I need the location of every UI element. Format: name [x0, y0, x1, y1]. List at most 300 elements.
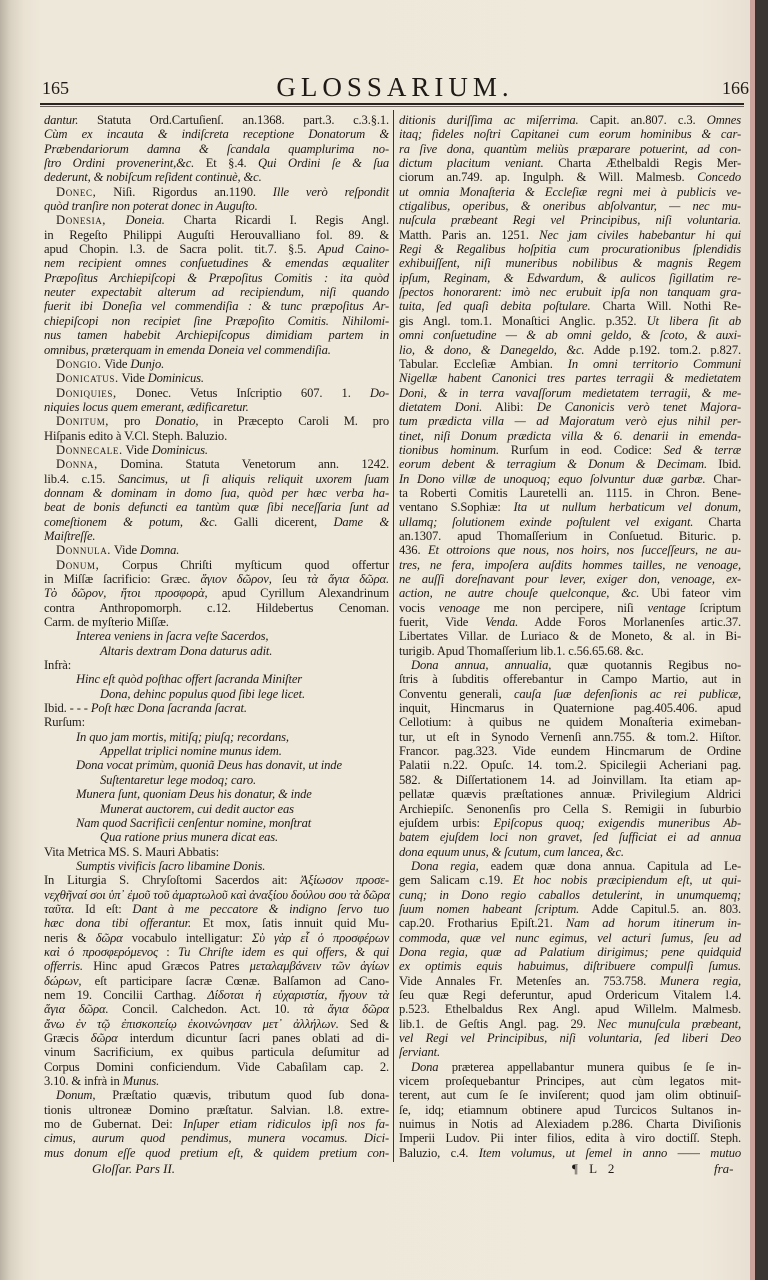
text: eſt participare ſacræ Cœnæ. Balſamon ad Cano- — [81, 973, 389, 988]
italic-text: dederunt, & nobiſcum reſident continuè, &c. — [44, 170, 262, 185]
text-line — [44, 414, 389, 428]
text-line — [44, 127, 389, 141]
text: in Miſſæ ſacrificio: Græc. — [44, 572, 201, 586]
italic-text: ἅγιον δῶρον, — [200, 572, 272, 586]
text: tur, ut eſt in Synodo Vernenſi ann.755. & tom.2. Hiſtor. — [399, 729, 741, 744]
italic-text: μεταλαμβάνειν τῶν ἁγίων — [249, 959, 389, 974]
text-line — [399, 830, 741, 844]
italic-text: Apud Caino- — [317, 242, 389, 257]
italic-text: ipſum, Reginam, & Edwardum, & aulicos ſigillatim re- — [399, 270, 741, 285]
text-line — [44, 142, 389, 156]
italic-text: ſpectos honorarent: imò nec erubuit ipſa non tanquam gra- — [399, 285, 741, 300]
text-line — [399, 902, 741, 916]
italic-text: ταῦτα. — [44, 901, 75, 916]
italic-text: Nam quod Sacrificii cenſentur nomine, monſtrat — [76, 815, 312, 830]
text: præterea appellabantur munera quibus ſe ſe in- — [438, 1059, 741, 1074]
text: an.1307. apud Thomaſſerium in Conſuetud. Bituric. p. — [399, 528, 741, 543]
text-line — [44, 558, 389, 572]
italic-text: commoda, quæ vel nunc egimus, vel acturi ſumus, ſeu ad — [399, 930, 741, 945]
text: Capit. an.807. c.3. — [578, 113, 707, 127]
italic-text: Munerat auctorem, cui dedit auctor eas — [100, 801, 294, 816]
text-line — [399, 357, 741, 371]
italic-text: tinet, niſi Donum prædicta villa & 6. denarii in emenda- — [399, 428, 741, 443]
text-line — [399, 529, 741, 543]
text-line — [44, 1060, 389, 1074]
text: Sed & — [338, 1016, 389, 1031]
text: Concil. Calchedon. Act. 10. — [108, 1002, 304, 1017]
text: neris & — [44, 930, 96, 945]
text-line — [399, 256, 741, 270]
italic-text: tres, ne fera, impoſera auſdits hommes tailles, ne venoage, — [399, 557, 741, 572]
text-line — [399, 758, 741, 772]
text: nuimus in Notis ad Alexiadem p.286. Charta Diviſionis — [399, 1117, 741, 1132]
signature-left: Gloſſar. Pars II. — [92, 1161, 176, 1176]
italic-text: Dame & — [333, 514, 390, 529]
text-line — [399, 558, 741, 572]
headword: Donna, — [56, 457, 98, 472]
text-line — [44, 715, 389, 729]
italic-text: Inſuper etiam ridiculos ipſi nos fa- — [183, 1117, 389, 1132]
italic-text: Qui Ordini ſe & ſua — [258, 156, 390, 171]
italic-text: Doni, & in terra vavaſſorum medietatem terragii, & me- — [399, 385, 741, 400]
text-line — [399, 859, 741, 873]
text: ſcriptum — [685, 600, 741, 615]
text: 436. — [399, 543, 428, 558]
text-line — [399, 213, 741, 227]
italic-text: beat de bonis defuncti ea tantùm quæ ſibi neceſſaria ſunt ad — [44, 500, 389, 515]
italic-text: Venda. — [485, 615, 519, 630]
italic-text: nuſcula præbeant Regi vel Principibus, niſi voluntaria. — [399, 213, 741, 228]
text: Vide — [122, 442, 152, 457]
italic-text: cunq; in Dono regio caballos detulerint, in unumquemq; — [399, 887, 741, 902]
text-line — [399, 687, 741, 701]
text: Ibid. - - - — [44, 701, 91, 716]
text: terent, aut cum ſe ſe inviſerent; quod jam olim obtinuiſ- — [399, 1088, 741, 1103]
italic-text: καὶ ὁ προσφερόμενος — [44, 944, 158, 959]
italic-text: Altaris dextram Dona daturus adit. — [100, 643, 273, 658]
text-line — [44, 859, 389, 873]
italic-text: Dona regia, — [411, 858, 479, 873]
text-line — [44, 888, 389, 902]
italic-text: neuter expectabit alterum ad recipiendum, niſi quando — [44, 285, 389, 300]
italic-text: Dona regia, quæ ad Palatium dirigimus; pene quidquid — [399, 944, 741, 959]
text: interdum dicuntur ſacri panes oblati ad di- — [117, 1031, 390, 1045]
italic-text: quòd tranſire non poterat donec in Auguſto. — [44, 199, 258, 214]
text-line — [399, 845, 741, 859]
text: ciorum an.749. ap. Ingulph. & Will. Malmesb. — [399, 170, 698, 185]
italic-text: δώρων, — [44, 973, 82, 988]
italic-text: cauſa ſuæ defenſionis ac rei publicæ, — [513, 686, 742, 701]
text-line — [399, 414, 741, 428]
italic-text: Τὸ δῶρον, ἤτοι προσφορὰ, — [44, 586, 208, 601]
text: pellatæ quævis præſtationes annuæ. Privilegium Aldrici — [399, 787, 741, 802]
italic-text: ullamq; ſolutionem exinde poſtulent vel exigant. — [399, 514, 694, 529]
text-line — [44, 472, 389, 486]
italic-text: itaq; fideles noſtri Capitanei cum eorum hominibus & car- — [399, 127, 741, 142]
italic-text: eorum debent & terragium & Donum & Decimam. — [399, 457, 707, 472]
text-line — [44, 873, 389, 887]
italic-text: Nec jam civiles habebantur hi qui — [539, 227, 741, 242]
text: Adde p.192. tom.2. p.827. — [584, 342, 741, 357]
headword: Doniquies, — [56, 385, 117, 400]
text: vocis — [399, 600, 439, 615]
text: ſe, idq; etiamnum obtinere apud Turcicos Sultanos in- — [399, 1102, 741, 1117]
text-line — [399, 242, 741, 256]
text-line — [44, 1002, 389, 1016]
text-line — [399, 873, 741, 887]
italic-text: ut omnia Monaſteria & Eccleſiæ regni mei à publicis ve- — [399, 184, 741, 199]
italic-text: offerris. — [44, 959, 83, 974]
text-line — [44, 328, 389, 342]
text-line — [44, 945, 389, 959]
text-line — [399, 1088, 741, 1102]
text: mo de Gubernat. Dei: — [44, 1117, 184, 1132]
text: Baluzio, c.4. — [399, 1145, 479, 1160]
text-line — [399, 486, 741, 500]
text: Hinc apud Græcos Patres — [82, 959, 250, 974]
text: Vide — [101, 356, 131, 371]
text: inquit, Hincmarus in Quaternione pag.405.406. apud — [399, 701, 741, 716]
italic-text: donnam & dominam in domo ſua, quòd per hæc verba ha- — [44, 485, 389, 500]
italic-text: venoage — [438, 600, 480, 615]
text: ſeu — [271, 572, 307, 586]
text-line — [44, 170, 389, 184]
italic-text: fuerit ibi Doneſia vel commendiſia : & tunc præpoſitus Ar- — [44, 299, 389, 314]
text-line — [399, 1117, 741, 1131]
italic-text: In omni territorio Communi — [567, 356, 741, 371]
text: Cellotium: à quibus ne quidem Monaſteria eximeban- — [399, 715, 741, 730]
text: Corpus Chriſti myſticum quod offertur — [99, 557, 389, 572]
text-line — [44, 113, 389, 127]
text: Id eſt: — [74, 901, 133, 916]
text-line — [44, 802, 389, 816]
text-line — [44, 1103, 389, 1117]
text: 582. & Diſſertationem 14. ad Joinvillam. Ita etiam ap- — [399, 772, 741, 787]
italic-text: Dant à me peccatore & indigno ſervo tuo — [132, 901, 389, 916]
text: Corpus Domini conficiendum. Vide Cabaſilam cap. 2. — [44, 1059, 389, 1074]
italic-text: ἄνω ἐν τῷ ἐπισκοπείῳ ἐκοινώνησαν μετ᾿ ἀλλήλων. — [44, 1016, 339, 1031]
italic-text: Sancimus, ut ſi aliquis reliquit uxorem ſuam — [117, 471, 389, 486]
text-line — [44, 371, 389, 385]
italic-text: δῶρα — [95, 930, 123, 945]
text-line — [399, 672, 741, 686]
italic-text: Doneia. — [125, 213, 165, 228]
text: Conventu generali, — [399, 686, 514, 701]
italic-text: cimus, aurum quod pendimus, munera vocamus. Dici- — [44, 1131, 389, 1146]
text-line — [399, 515, 741, 529]
italic-text: Σὺ γὰρ εἶ ὁ προσφέρων — [251, 930, 390, 945]
text-line — [399, 343, 741, 357]
text-line — [44, 830, 389, 844]
text: Vide — [118, 371, 148, 386]
italic-text: vel Regi vel Principibus, niſi voluntaria, ſed liberi Deo — [399, 1031, 741, 1045]
italic-text: Hinc eſt quòd poſthac offert ſacranda Miniſter — [76, 672, 303, 687]
text-line — [44, 644, 389, 658]
italic-text: Suſtentaretur lege modoq; caro. — [100, 772, 257, 787]
text-line — [399, 199, 741, 213]
text: gem Salicam c.19. — [399, 873, 513, 888]
text-line — [399, 328, 741, 342]
text-line — [44, 213, 389, 227]
text-line — [399, 113, 741, 127]
text-line — [399, 701, 741, 715]
text-line — [44, 701, 389, 715]
headword: Donec, — [56, 184, 97, 199]
text: Infrà: — [44, 658, 72, 673]
italic-text: In quo jam mortis, mitiſq; piuſq; recordans, — [76, 729, 289, 744]
italic-text: De Canonicis verò tenet Majora- — [536, 399, 741, 414]
text-line — [44, 242, 389, 256]
text-line — [399, 285, 741, 299]
text-line — [44, 586, 389, 600]
italic-text: ditionis duriſſima ac miſerrima. — [399, 113, 579, 127]
text-line — [399, 1131, 741, 1145]
text: In Liturgia S. Chryſoſtomi Sacerdos ait: — [44, 873, 301, 888]
italic-text: mus donum eſſe quod pretium eſt, & quidem pretium con- — [44, 1145, 389, 1160]
italic-text: Et hoc nobis præcipiendum eſt, ut qui- — [512, 873, 742, 888]
text: vinum Sacrificium, ex quibus particula deſumitur ad — [44, 1045, 389, 1060]
text: cap.20. Frotharius Epiſt.21. — [399, 916, 566, 931]
italic-text: Munera regia, — [659, 973, 741, 988]
text-line — [44, 974, 389, 988]
header-rule-thin — [40, 106, 744, 107]
text: Charta Will. Nothi Re- — [590, 299, 741, 314]
text-line — [399, 142, 741, 156]
italic-text: Do- — [369, 385, 389, 400]
text-line — [399, 472, 741, 486]
text-line — [399, 1074, 741, 1088]
left-column — [44, 113, 389, 1160]
italic-text: Dominicus. — [151, 442, 208, 457]
text-line — [399, 371, 741, 385]
text-line — [44, 687, 389, 701]
italic-text: Munera ſunt, quoniam Deus his donatur, & inde — [76, 787, 312, 802]
text: lib.1. de Geſtis Angl. pag. 29. — [399, 1016, 598, 1031]
text-line — [44, 758, 389, 772]
text: Galli dicerent, — [217, 514, 334, 529]
text-line — [44, 156, 389, 170]
text-line — [399, 443, 741, 457]
text: pro — [109, 414, 156, 429]
text-line — [399, 1045, 741, 1059]
italic-text: Donatio, — [155, 414, 199, 429]
text: Niſi. Rigordus an.1190. — [96, 184, 273, 199]
text: contra Anthropomorph. c.12. Hildebertus Cenoman. — [44, 600, 389, 615]
text: Vita Metrica MS. S. Mauri Abbatis: — [44, 844, 219, 859]
headword: Donnecale. — [56, 442, 123, 457]
text: Rurſum in eod. Codice: — [498, 442, 664, 457]
text-line — [44, 486, 389, 500]
text: Tabular. Eccleſiæ Ambian. — [399, 356, 568, 371]
italic-text: dantur. — [44, 113, 79, 127]
text-line — [399, 299, 741, 313]
italic-text: lio, & dono, & Danegeldo, &c. — [399, 342, 585, 357]
italic-text: νεχθῆναί σοι ὑπ᾿ ἐμοῦ τοῦ ἁμαρτωλοῦ καὶ ἀναξίου δούλου σου τὰ δῶρα — [44, 887, 390, 902]
text: me non percipere, niſi — [479, 600, 648, 615]
text: p.523. Ethelbaldus Rex Angl. apud Willelm. Malmesb. — [399, 1002, 741, 1017]
text-line — [44, 429, 389, 443]
text-line — [44, 543, 389, 557]
text-line — [44, 730, 389, 744]
text: apud Chopin. l.3. de Sacra polit. tit.7. §.5. — [44, 242, 318, 257]
text: Francor. pag.323. Vide eundem Hincmarum de Ordine — [399, 744, 741, 759]
text: ejuſdem urbis: — [399, 815, 494, 830]
text: Charta — [693, 514, 741, 529]
text-line — [44, 457, 389, 471]
text-line — [44, 228, 389, 242]
text-line — [399, 170, 741, 184]
text-line — [44, 1146, 389, 1160]
text-line — [44, 902, 389, 916]
text-line — [44, 343, 389, 357]
italic-text: dictum placitum veniant. — [399, 156, 544, 171]
text: Vide Annales Fr. Metenſes an. 753.758. — [399, 973, 660, 988]
text-line — [399, 715, 741, 729]
italic-text: Omnes — [706, 113, 741, 127]
text: Carm. de myſterio Miſſæ. — [44, 615, 169, 630]
text: Et §.4. — [194, 156, 259, 171]
text-line — [399, 228, 741, 242]
text-line — [399, 386, 741, 400]
text: ſtris à ſubditis offerebantur in Campo Martio, aut in — [399, 672, 741, 687]
text: Hiſpanis edito à V.Cl. Steph. Baluzio. — [44, 428, 228, 443]
text: in Regeſto Philippi Auguſti Herouvalliano fol. 89. & — [44, 227, 389, 242]
italic-text: τὰ ἅγια δῶρα. — [306, 572, 389, 586]
text-line — [399, 730, 741, 744]
italic-text: tionibus hominum. — [399, 442, 499, 457]
italic-text: Ἀξίωσον προσε- — [300, 873, 389, 888]
text: quæ quotannis Regibus no- — [551, 658, 741, 673]
italic-text: Munus. — [122, 1074, 160, 1089]
text-line — [399, 931, 741, 945]
text: Statuta Ord.Cartuſienſ. an.1368. part.3. c.3.§.1. — [78, 113, 389, 127]
italic-text: Sed & terræ — [663, 442, 741, 457]
italic-text: Dona — [411, 1059, 439, 1074]
italic-text: exhibuiſſent, niſi muneribus nobilibus & magnis Regem — [399, 256, 741, 271]
text-line — [44, 256, 389, 270]
left-page-number: 165 — [42, 78, 69, 98]
text-line — [44, 1074, 389, 1088]
text: ta Roberti Comitis Lauretelli an. 1115. in Chron. Bene- — [399, 485, 741, 500]
text-line — [399, 974, 741, 988]
text-line — [399, 500, 741, 514]
headword: Donitum, — [56, 414, 110, 429]
italic-text: Interea veniens in ſacra veſte Sacerdos, — [76, 629, 269, 644]
text-line — [399, 271, 741, 285]
italic-text: Regi & Regalibus hoſpitia cum procurationibus ſplendidis — [399, 242, 741, 257]
headword: Donnula. — [56, 543, 112, 558]
text-line — [44, 959, 389, 973]
text-line — [44, 672, 389, 686]
italic-text: Nec munuſcula præbeant, — [597, 1016, 741, 1031]
text-line — [399, 1103, 741, 1117]
header-rule — [40, 103, 744, 105]
signature-mark: ¶ L 2 — [572, 1161, 619, 1176]
text: Domina. Statuta Venetorum ann. 1242. — [97, 457, 389, 472]
text: Imperii Ludov. Pii inter filios, edita à viro doctiſſ. Steph. — [399, 1131, 741, 1146]
italic-text: Cùm ex incauta & indiſcreta receptione Donatorum & — [44, 127, 389, 142]
italic-text: Maiſtreſſe. — [44, 528, 96, 543]
italic-text: Dona annua, annualia, — [411, 658, 552, 673]
italic-text: tum prædicta villa — ad Majoratum verò ejus nihil per- — [399, 414, 741, 429]
text-line — [399, 916, 741, 930]
text-line — [399, 744, 741, 758]
text-line — [44, 658, 389, 672]
text-line — [399, 615, 741, 629]
text-line — [44, 500, 389, 514]
italic-text: Ut libera ſit ab — [646, 313, 742, 328]
text-line — [44, 787, 389, 801]
text: ſeu quæ Regi deferuntur, apud Ordericum Vitalem l.4. — [399, 987, 741, 1002]
italic-text: Epiſcopus quoq; exigendis muneribus Ab- — [493, 815, 741, 830]
text-line — [44, 1017, 389, 1031]
italic-text: Poſt hæc Dona ſacranda ſacrat. — [90, 701, 247, 716]
text-line — [399, 127, 741, 141]
text-line — [399, 1146, 741, 1160]
text-line — [399, 658, 741, 672]
italic-text: batem ejuſdem loci non gravet, ſed ſufficiat ei ad annua — [399, 830, 741, 845]
text-line — [399, 586, 741, 600]
text-line — [44, 916, 389, 930]
text-line — [399, 314, 741, 328]
text: tionis ultroneæ Domino præſtatur. Salvian. l.8. extre- — [44, 1102, 389, 1117]
text-line — [399, 629, 741, 643]
italic-text: dietatem Doni. — [399, 399, 483, 414]
text-line — [44, 1045, 389, 1059]
text-line — [44, 185, 389, 199]
italic-text: Sumptis vivificis ſacro libamine Donis. — [76, 858, 266, 873]
text: ventano S.Sophiæ: — [399, 500, 514, 515]
italic-text: ſtro Ordini provenerint,&c. — [44, 156, 195, 171]
headword: Donum, — [56, 557, 100, 572]
text-line — [399, 601, 741, 615]
text-line — [399, 400, 741, 414]
text-line — [44, 931, 389, 945]
text: gis Angl. tom.1. Monaſtici Anglic. p.352. — [399, 313, 647, 328]
text: Palatii n.22. Opuſc. 14. tom.2. Spicilegii Acheriani pag. — [399, 758, 741, 773]
italic-text: ſerviant. — [399, 1045, 440, 1060]
text-line — [399, 185, 741, 199]
italic-text: ſuum nomen habeant ſcriptum. — [399, 901, 580, 916]
text: turigib. Apud Thomaſſerium lib.1. c.56.65.68. &c. — [399, 643, 644, 658]
italic-text: Dominicus. — [147, 371, 204, 386]
italic-text: Dona vocat primùm, quoniã Deus has donavit, ut inde — [76, 758, 342, 773]
italic-text: Dunjo. — [130, 356, 165, 371]
text-line — [399, 988, 741, 1002]
text: Adde Foros Morlanenſes artic.37. — [518, 615, 741, 630]
text-line — [44, 271, 389, 285]
text: Præſtatio quævis, tributum quod ſub dona- — [95, 1088, 389, 1103]
text-line — [399, 945, 741, 959]
italic-text: Ita ut nullum herbaticum vel donum, — [513, 500, 741, 515]
italic-text: nem recipient omnes conſuetudines & emendas æqualiter — [44, 256, 389, 271]
italic-text: nus tamen habebit Archiepiſcopus dimidiam partem in — [44, 328, 389, 343]
text-line — [399, 457, 741, 471]
italic-text: Donum, — [56, 1088, 96, 1103]
text-line — [44, 400, 389, 414]
text: : — [157, 944, 178, 959]
text: Alibi: — [482, 399, 537, 414]
text: eadem quæ dona annua. Capitula ad Le- — [478, 858, 741, 873]
text-line — [44, 1117, 389, 1131]
text-line — [44, 744, 389, 758]
text-line — [399, 543, 741, 557]
italic-text: tuita, ſed quaſi debita poſtulare. — [399, 299, 591, 314]
text: vicem proſequebantur Principes, aut cùm legatos mit- — [399, 1074, 741, 1089]
text: Rurſum: — [44, 715, 85, 730]
page-edge — [750, 0, 755, 1280]
italic-text: τὰ ἅγια δῶρα — [303, 1002, 389, 1017]
